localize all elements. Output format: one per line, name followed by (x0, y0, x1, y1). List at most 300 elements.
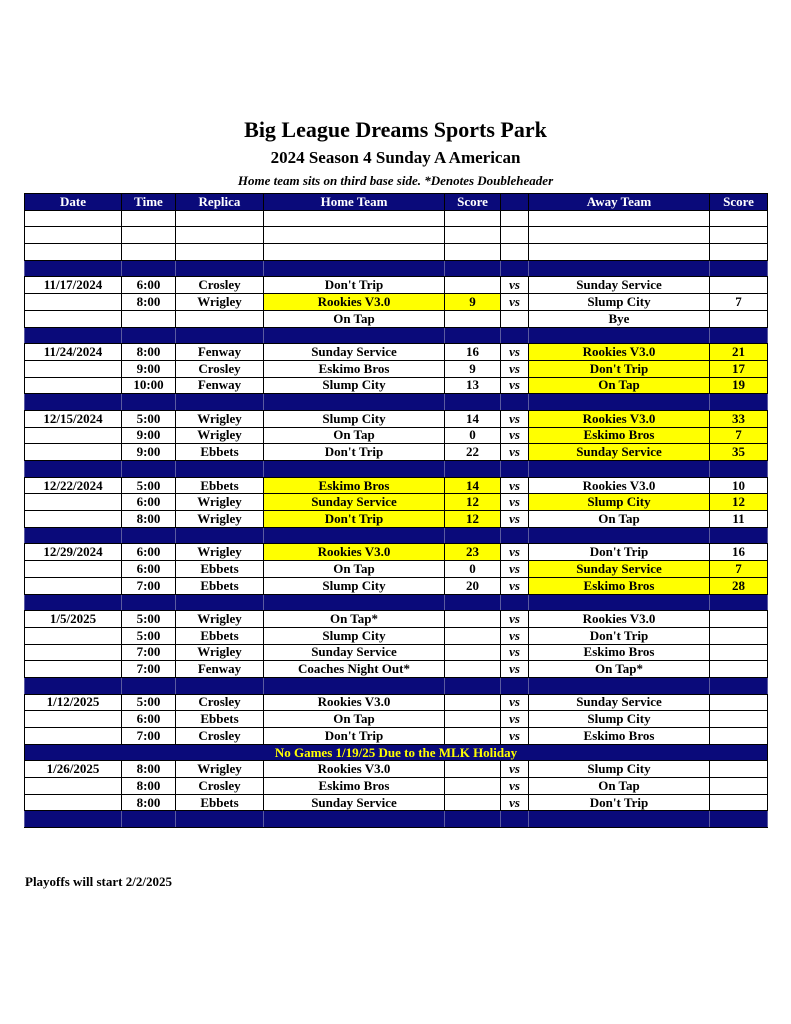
away-score-cell (710, 611, 768, 628)
time-cell: 5:00 (122, 694, 176, 711)
game-row (25, 377, 768, 394)
home-score-cell: 23 (445, 544, 501, 561)
home-team-cell: On Tap (264, 711, 445, 728)
blank-cell (529, 227, 710, 244)
time-cell: 7:00 (122, 644, 176, 661)
time-cell: 5:00 (122, 611, 176, 628)
time-cell: 10:00 (122, 377, 176, 394)
away-score-cell (710, 794, 768, 811)
away-team-cell: Eskimo Bros (529, 644, 710, 661)
game-row (25, 761, 768, 778)
separator-cell (445, 594, 501, 611)
date-cell (25, 627, 122, 644)
separator-cell (529, 327, 710, 344)
separator-cell (176, 677, 264, 694)
replica-cell: Ebbets (176, 627, 264, 644)
vs-cell: vs (501, 494, 529, 511)
time-cell: 7:00 (122, 728, 176, 745)
away-team-cell: Bye (529, 310, 710, 327)
home-score-cell: 12 (445, 511, 501, 528)
time-cell: 6:00 (122, 494, 176, 511)
home-team-cell: Sunday Service (264, 644, 445, 661)
separator-cell (529, 260, 710, 277)
time-cell: 5:00 (122, 627, 176, 644)
date-cell (25, 661, 122, 678)
date-cell (25, 778, 122, 795)
home-score-cell (445, 711, 501, 728)
header-away-team: Away Team (529, 194, 710, 211)
game-row (25, 427, 768, 444)
home-team-cell: Sunday Service (264, 494, 445, 511)
separator-cell (710, 394, 768, 411)
separator-cell (264, 461, 445, 478)
separator-cell (529, 527, 710, 544)
separator-cell (264, 327, 445, 344)
away-score-cell (710, 661, 768, 678)
blank-cell (529, 244, 710, 261)
separator-cell (122, 811, 176, 828)
home-score-cell (445, 611, 501, 628)
date-cell (25, 711, 122, 728)
header-home-team: Home Team (264, 194, 445, 211)
home-team-cell: Slump City (264, 577, 445, 594)
separator-cell (25, 327, 122, 344)
away-team-cell: Rookies V3.0 (529, 611, 710, 628)
separator-cell (710, 461, 768, 478)
separator-cell (501, 527, 529, 544)
blank-cell (264, 227, 445, 244)
replica-cell: Wrigley (176, 611, 264, 628)
date-cell: 1/5/2025 (25, 611, 122, 628)
time-cell: 8:00 (122, 344, 176, 361)
vs-cell: vs (501, 294, 529, 311)
separator-cell (710, 260, 768, 277)
home-score-cell (445, 661, 501, 678)
blank-cell (25, 244, 122, 261)
vs-cell: vs (501, 778, 529, 795)
home-team-cell: On Tap (264, 310, 445, 327)
away-team-cell: Don't Trip (529, 544, 710, 561)
separator-row (25, 394, 768, 411)
date-cell: 1/26/2025 (25, 761, 122, 778)
vs-cell: vs (501, 427, 529, 444)
separator-row (25, 260, 768, 277)
game-row (25, 611, 768, 628)
home-score-cell: 14 (445, 410, 501, 427)
separator-cell (176, 811, 264, 828)
home-team-cell: Eskimo Bros (264, 778, 445, 795)
time-cell: 5:00 (122, 477, 176, 494)
date-cell (25, 377, 122, 394)
home-score-cell: 22 (445, 444, 501, 461)
header-date: Date (25, 194, 122, 211)
away-score-cell: 16 (710, 544, 768, 561)
home-team-cell: On Tap (264, 561, 445, 578)
date-cell (25, 360, 122, 377)
time-cell: 8:00 (122, 294, 176, 311)
separator-cell (122, 527, 176, 544)
away-score-cell: 10 (710, 477, 768, 494)
schedule-body (25, 210, 768, 827)
replica-cell: Crosley (176, 360, 264, 377)
separator-cell (264, 594, 445, 611)
game-row (25, 360, 768, 377)
schedule-note: Home team sits on third base side. *Denotes Doubleheader (237, 173, 554, 188)
separator-row (25, 527, 768, 544)
date-cell: 11/17/2024 (25, 277, 122, 294)
time-cell (122, 310, 176, 327)
separator-cell (501, 677, 529, 694)
home-score-cell: 12 (445, 494, 501, 511)
date-cell (25, 728, 122, 745)
away-team-cell: Don't Trip (529, 794, 710, 811)
blank-cell (710, 227, 768, 244)
separator-cell (501, 594, 529, 611)
away-score-cell (710, 728, 768, 745)
home-team-cell: Rookies V3.0 (264, 761, 445, 778)
separator-cell (122, 394, 176, 411)
separator-cell (264, 260, 445, 277)
separator-cell (176, 394, 264, 411)
away-team-cell: On Tap (529, 377, 710, 394)
separator-cell (25, 811, 122, 828)
replica-cell: Crosley (176, 778, 264, 795)
vs-cell: vs (501, 561, 529, 578)
replica-cell: Ebbets (176, 794, 264, 811)
away-score-cell (710, 778, 768, 795)
blank-cell (445, 227, 501, 244)
away-team-cell: Sunday Service (529, 694, 710, 711)
vs-cell: vs (501, 377, 529, 394)
separator-cell (122, 260, 176, 277)
blank-cell (176, 210, 264, 227)
separator-row (25, 461, 768, 478)
separator-cell (445, 260, 501, 277)
date-cell (25, 577, 122, 594)
home-score-cell: 0 (445, 427, 501, 444)
game-row (25, 694, 768, 711)
vs-cell: vs (501, 410, 529, 427)
blank-cell (501, 244, 529, 261)
vs-cell: vs (501, 644, 529, 661)
separator-cell (445, 527, 501, 544)
date-cell: 12/22/2024 (25, 477, 122, 494)
page-subtitle: 2024 Season 4 Sunday A American (270, 148, 521, 167)
date-cell: 12/15/2024 (25, 410, 122, 427)
away-team-cell: Don't Trip (529, 360, 710, 377)
away-team-cell: On Tap (529, 778, 710, 795)
home-score-cell: 9 (445, 294, 501, 311)
home-team-cell: Rookies V3.0 (264, 294, 445, 311)
home-team-cell: Coaches Night Out* (264, 661, 445, 678)
blank-cell (122, 210, 176, 227)
game-row (25, 644, 768, 661)
game-row (25, 511, 768, 528)
away-team-cell: Slump City (529, 294, 710, 311)
away-score-cell: 7 (710, 561, 768, 578)
away-team-cell: Rookies V3.0 (529, 477, 710, 494)
separator-cell (25, 527, 122, 544)
game-row (25, 477, 768, 494)
away-score-cell (710, 644, 768, 661)
home-score-cell (445, 277, 501, 294)
date-cell (25, 561, 122, 578)
vs-cell: vs (501, 694, 529, 711)
date-cell: 12/29/2024 (25, 544, 122, 561)
date-cell (25, 310, 122, 327)
separator-row (25, 677, 768, 694)
home-team-cell: Slump City (264, 410, 445, 427)
game-row (25, 711, 768, 728)
replica-cell: Wrigley (176, 544, 264, 561)
replica-cell: Ebbets (176, 577, 264, 594)
blank-cell (445, 210, 501, 227)
home-team-cell: Don't Trip (264, 277, 445, 294)
away-team-cell: Sunday Service (529, 561, 710, 578)
game-row (25, 778, 768, 795)
blank-row (25, 210, 768, 227)
replica-cell: Fenway (176, 344, 264, 361)
away-score-cell: 11 (710, 511, 768, 528)
separator-cell (264, 811, 445, 828)
separator-cell (176, 527, 264, 544)
date-cell (25, 511, 122, 528)
separator-cell (710, 811, 768, 828)
vs-cell: vs (501, 511, 529, 528)
separator-cell (122, 677, 176, 694)
header-row (25, 194, 768, 211)
separator-row (25, 811, 768, 828)
away-team-cell: On Tap (529, 511, 710, 528)
separator-cell (176, 327, 264, 344)
game-row (25, 410, 768, 427)
replica-cell: Wrigley (176, 511, 264, 528)
away-score-cell: 7 (710, 427, 768, 444)
away-score-cell (710, 277, 768, 294)
separator-cell (445, 461, 501, 478)
separator-cell (710, 327, 768, 344)
home-score-cell (445, 310, 501, 327)
separator-cell (25, 461, 122, 478)
away-team-cell: Rookies V3.0 (529, 344, 710, 361)
blank-row (25, 227, 768, 244)
home-score-cell (445, 728, 501, 745)
vs-cell: vs (501, 728, 529, 745)
header-home-score: Score (445, 194, 501, 211)
holiday-banner: No Games 1/19/25 Due to the MLK Holiday (25, 744, 768, 761)
vs-cell: vs (501, 711, 529, 728)
separator-cell (25, 394, 122, 411)
away-team-cell: Rookies V3.0 (529, 410, 710, 427)
time-cell: 6:00 (122, 544, 176, 561)
home-score-cell: 13 (445, 377, 501, 394)
replica-cell (176, 310, 264, 327)
home-score-cell: 20 (445, 577, 501, 594)
separator-cell (529, 594, 710, 611)
replica-cell: Ebbets (176, 561, 264, 578)
home-score-cell (445, 627, 501, 644)
date-cell (25, 494, 122, 511)
away-score-cell (710, 627, 768, 644)
game-row (25, 627, 768, 644)
home-team-cell: Slump City (264, 377, 445, 394)
vs-cell: vs (501, 661, 529, 678)
away-score-cell: 17 (710, 360, 768, 377)
date-cell (25, 794, 122, 811)
time-cell: 9:00 (122, 427, 176, 444)
game-row (25, 277, 768, 294)
replica-cell: Ebbets (176, 444, 264, 461)
replica-cell: Ebbets (176, 477, 264, 494)
away-score-cell: 35 (710, 444, 768, 461)
home-score-cell (445, 694, 501, 711)
date-cell: 11/24/2024 (25, 344, 122, 361)
blank-cell (445, 244, 501, 261)
vs-cell: vs (501, 344, 529, 361)
away-score-cell (710, 711, 768, 728)
time-cell: 8:00 (122, 511, 176, 528)
home-team-cell: On Tap (264, 427, 445, 444)
separator-cell (501, 394, 529, 411)
home-team-cell: Don't Trip (264, 511, 445, 528)
replica-cell: Wrigley (176, 410, 264, 427)
replica-cell: Fenway (176, 377, 264, 394)
blank-cell (529, 210, 710, 227)
home-score-cell: 9 (445, 360, 501, 377)
replica-cell: Crosley (176, 277, 264, 294)
vs-cell: vs (501, 360, 529, 377)
away-team-cell: Eskimo Bros (529, 577, 710, 594)
time-cell: 9:00 (122, 444, 176, 461)
home-team-cell: Don't Trip (264, 444, 445, 461)
separator-cell (264, 394, 445, 411)
home-team-cell: Eskimo Bros (264, 477, 445, 494)
time-cell: 8:00 (122, 778, 176, 795)
separator-row (25, 594, 768, 611)
date-cell: 1/12/2025 (25, 694, 122, 711)
separator-cell (176, 461, 264, 478)
blank-cell (25, 227, 122, 244)
blank-cell (264, 244, 445, 261)
schedule-table (24, 193, 768, 828)
game-row (25, 444, 768, 461)
time-cell: 7:00 (122, 577, 176, 594)
header-vs (501, 194, 529, 211)
date-cell (25, 644, 122, 661)
away-score-cell: 28 (710, 577, 768, 594)
replica-cell: Fenway (176, 661, 264, 678)
playoffs-note: Playoffs will start 2/2/2025 (25, 874, 172, 889)
home-score-cell: 0 (445, 561, 501, 578)
home-score-cell: 16 (445, 344, 501, 361)
time-cell: 7:00 (122, 661, 176, 678)
home-team-cell: Rookies V3.0 (264, 544, 445, 561)
game-row (25, 310, 768, 327)
time-cell: 8:00 (122, 794, 176, 811)
away-score-cell: 19 (710, 377, 768, 394)
separator-cell (529, 811, 710, 828)
vs-cell: vs (501, 277, 529, 294)
separator-cell (529, 394, 710, 411)
away-score-cell: 12 (710, 494, 768, 511)
away-score-cell (710, 694, 768, 711)
separator-cell (710, 527, 768, 544)
separator-cell (25, 677, 122, 694)
header-replica: Replica (176, 194, 264, 211)
home-score-cell: 14 (445, 477, 501, 494)
away-team-cell: Sunday Service (529, 444, 710, 461)
away-team-cell: Eskimo Bros (529, 728, 710, 745)
away-team-cell: Sunday Service (529, 277, 710, 294)
away-team-cell: Slump City (529, 711, 710, 728)
separator-cell (501, 327, 529, 344)
header-away-score: Score (710, 194, 768, 211)
separator-cell (710, 594, 768, 611)
away-team-cell: Don't Trip (529, 627, 710, 644)
separator-cell (122, 461, 176, 478)
replica-cell: Wrigley (176, 294, 264, 311)
time-cell: 6:00 (122, 277, 176, 294)
page-title: Big League Dreams Sports Park (244, 117, 547, 142)
game-row (25, 544, 768, 561)
home-team-cell: Rookies V3.0 (264, 694, 445, 711)
blank-cell (122, 244, 176, 261)
separator-row (25, 327, 768, 344)
replica-cell: Wrigley (176, 427, 264, 444)
separator-cell (501, 461, 529, 478)
separator-cell (529, 461, 710, 478)
home-team-cell: Eskimo Bros (264, 360, 445, 377)
blank-row (25, 244, 768, 261)
separator-cell (501, 811, 529, 828)
vs-cell: vs (501, 577, 529, 594)
time-cell: 5:00 (122, 410, 176, 427)
home-score-cell (445, 778, 501, 795)
replica-cell: Crosley (176, 728, 264, 745)
home-score-cell (445, 794, 501, 811)
separator-cell (445, 677, 501, 694)
away-score-cell: 33 (710, 410, 768, 427)
vs-cell: vs (501, 444, 529, 461)
game-row (25, 661, 768, 678)
replica-cell: Wrigley (176, 494, 264, 511)
separator-cell (122, 594, 176, 611)
blank-cell (122, 227, 176, 244)
separator-cell (529, 677, 710, 694)
blank-cell (176, 244, 264, 261)
blank-cell (25, 210, 122, 227)
blank-cell (501, 227, 529, 244)
home-team-cell: Don't Trip (264, 728, 445, 745)
separator-cell (445, 327, 501, 344)
separator-cell (264, 527, 445, 544)
home-team-cell: Sunday Service (264, 344, 445, 361)
away-score-cell: 7 (710, 294, 768, 311)
away-score-cell: 21 (710, 344, 768, 361)
replica-cell: Wrigley (176, 761, 264, 778)
separator-cell (176, 260, 264, 277)
date-cell (25, 444, 122, 461)
blank-cell (710, 210, 768, 227)
vs-cell: vs (501, 544, 529, 561)
away-team-cell: Slump City (529, 494, 710, 511)
replica-cell: Ebbets (176, 711, 264, 728)
blank-cell (176, 227, 264, 244)
game-row (25, 577, 768, 594)
home-score-cell (445, 644, 501, 661)
separator-cell (445, 811, 501, 828)
away-team-cell: Eskimo Bros (529, 427, 710, 444)
